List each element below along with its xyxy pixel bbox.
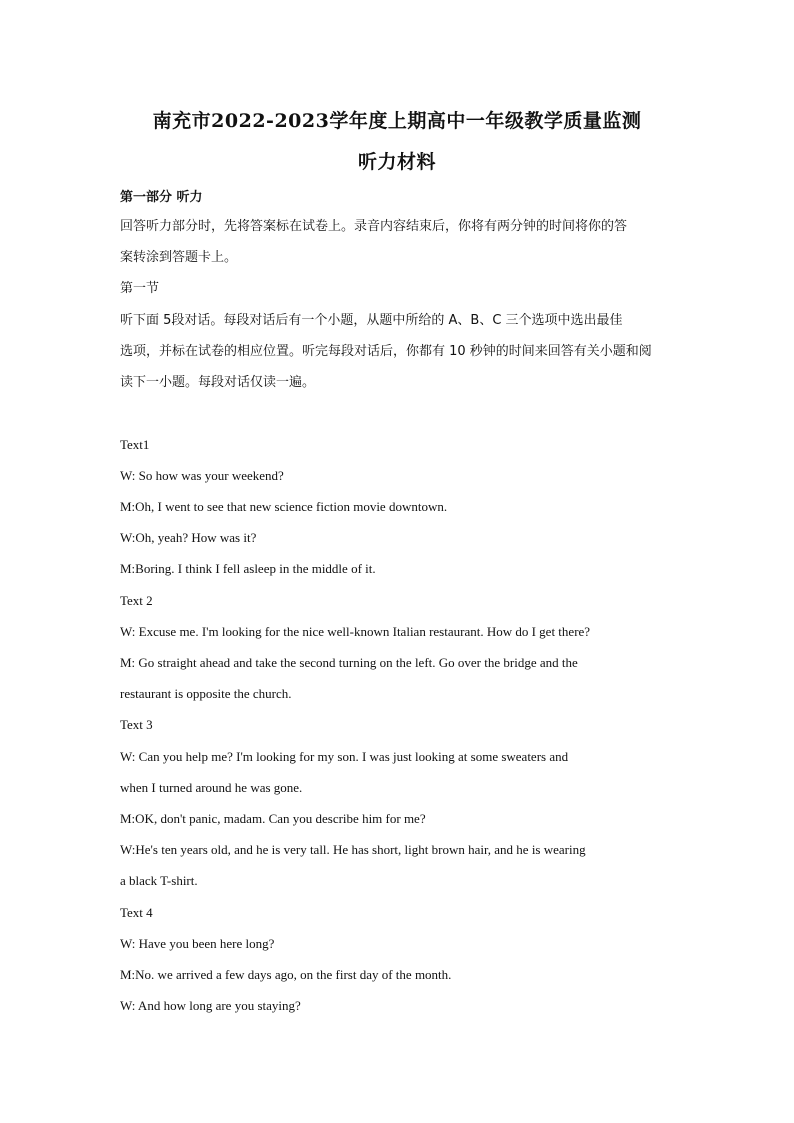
dialogue-line: M:No. we arrived a few days ago, on the first day of the month. bbox=[120, 967, 452, 982]
section-heading: 第一节 bbox=[120, 281, 160, 296]
dialogue-line: W: Have you been here long? bbox=[120, 936, 275, 951]
dialogue-line: W:He's ten years old, and he is very tall. He has short, light brown hair, and he is wearing bbox=[120, 842, 586, 857]
dialogue-line: W: Excuse me. I'm looking for the nice well-known Italian restaurant. How do I get there? bbox=[120, 624, 591, 639]
document-subtitle: 听力材料 bbox=[357, 151, 436, 173]
text-label: Text 3 bbox=[120, 717, 153, 732]
dialogue-line: M:OK, don't panic, madam. Can you describe him for me? bbox=[120, 811, 426, 826]
part-heading: 第一部分 听力 bbox=[120, 190, 203, 205]
dialogue-line: W: So how was your weekend? bbox=[120, 468, 284, 483]
dialogue-line: restaurant is opposite the church. bbox=[120, 686, 292, 701]
text-label: Text1 bbox=[120, 437, 150, 452]
dialogue-line: W:Oh, yeah? How was it? bbox=[120, 530, 257, 545]
dialogue-line: M: Go straight ahead and take the second turning on the left. Go over the bridge and the bbox=[120, 655, 578, 670]
intro-line-2: 案转涂到答题卡上。 bbox=[120, 250, 238, 265]
document-title: 南充市2022-2023学年度上期高中一年级教学质量监测 bbox=[152, 110, 642, 132]
dialogue-line: W: Can you help me? I'm looking for my son. I was just looking at some sweaters and bbox=[120, 749, 569, 764]
dialogue-line: a black T-shirt. bbox=[120, 873, 198, 888]
instruction-line-3: 读下一小题。每段对话仅读一遍。 bbox=[120, 375, 316, 390]
dialogue-line: M:Boring. I think I fell asleep in the middle of it. bbox=[120, 561, 376, 576]
dialogue-line: when I turned around he was gone. bbox=[120, 780, 303, 795]
dialogue-line: M:Oh, I went to see that new science fiction movie downtown. bbox=[120, 499, 448, 514]
text-label: Text 2 bbox=[120, 593, 153, 608]
instruction-line-2: 选项，并标在试卷的相应位置。听完每段对话后，你都有 10 秒钟的时间来回答有关小题和阅 bbox=[120, 344, 652, 359]
intro-line-1: 回答听力部分时，先将答案标在试卷上。录音内容结束后，你将有两分钟的时间将你的答 bbox=[120, 219, 628, 234]
dialogue-line: W: And how long are you staying? bbox=[120, 998, 301, 1013]
text-label: Text 4 bbox=[120, 905, 153, 920]
instruction-line-1: 听下面 5段对话。每段对话后有一个小题，从题中所给的 A、B、C 三个选项中选出最佳 bbox=[120, 313, 623, 328]
